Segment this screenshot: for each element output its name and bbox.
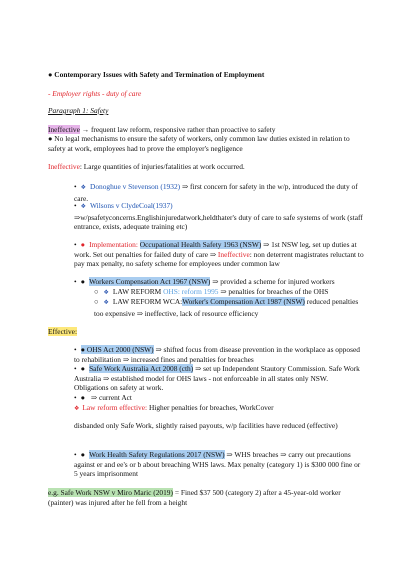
diamond-bullet-icon: ❖: [80, 185, 86, 191]
law-reform-ohs-item: ○ ❖ LAW REFORM OHS: reform 1995 ⇒ penalties for breaches of the OHS: [94, 287, 329, 296]
bullet-dot: •: [74, 201, 77, 210]
circle-bullet-icon: ○: [94, 287, 99, 296]
ineffective-injuries: Ineffective: Large quantities of injuries/fatalities at work occurred.: [48, 162, 245, 171]
ohs-2000-highlight: ● OHS Act 2000 (NSW): [80, 345, 154, 354]
disbanded-text: disbanded only Safe Work, slightly raised payouts, w/p facilities have reduced (effective): [74, 421, 338, 430]
bullet-dot: •: [74, 277, 77, 286]
bullet-dot-black: ●: [80, 277, 86, 286]
paragraph-label: Paragraph 1: Safety: [48, 106, 109, 115]
diamond-bullet-icon: ❖: [80, 204, 86, 210]
implementation-item: • ● Implementation: Occupational Health Safety 1963 (NSW) ⇒ 1st NSW leg, set up duties at work. Set out penalties for failed duty of care ⇒ Ineffective: non deterrent magistrates reluctant to pay max penalty, no safety scheme for employees under common law: [74, 240, 364, 269]
diamond-bullet-icon: ❖: [74, 406, 80, 412]
bullet-dot: •: [74, 240, 77, 249]
bullet-dot: •: [74, 393, 77, 402]
case-example: e.g. Safe Work NSW v Miro Maric (2019) = Fined $37 500 (category 2) after a 45-year-old worker (painter) was injured after he fell from a height: [48, 488, 341, 507]
bullet-dot: •: [74, 182, 77, 191]
ohs-2000-item: • ● OHS Act 2000 (NSW) ⇒ shifted focus from disease prevention in the workplace as opposed to rehabilitation ⇒ increased fines and penalties for breaches: [74, 345, 360, 364]
bullet-dot-black: ●: [80, 364, 86, 373]
current-act-item: • ● ⇒ current Act: [74, 393, 132, 402]
ineffective-intro: Ineffective → frequent law reform, responsive rather than proactive to safety: [48, 125, 276, 134]
safe-work-2008-item: • ● Safe Work Australia Act 2008 (cth) ⇒ set up Independent Stautory Commission. Safe Work Australia ⇒ established model for OHS laws - not enforceable in all states only NSW. Obligations on safety at work.: [74, 364, 360, 393]
circle-bullet-icon: ○: [94, 297, 99, 306]
effective-label: Effective:: [48, 327, 77, 336]
law-reform-wca-item: ○ ❖ LAW REFORM WCA:Worker's Compensation Act 1987 (NSW) reduced penalties too expensive ⇒ ineffective, lack of resource efficiency: [94, 297, 359, 318]
page-title: ● Contemporary Issues with Safety and Termination of Employment: [48, 70, 265, 79]
bullet-dot-black: ●: [80, 450, 86, 459]
bullet-dot: •: [74, 450, 77, 459]
bullet-dot-red: ●: [80, 240, 86, 249]
law-reform-effective-item: ❖ Law reform effective: Higher penalties for breaches, WorkCover: [74, 403, 274, 412]
diamond-bullet-icon: ❖: [103, 300, 109, 306]
bullet-dot-black: ●: [80, 393, 86, 402]
whs-2017-item: • ● Work Health Safety Regulations 2017 (NSW) ⇒ WHS breaches ⇒ carry out precautions against er and ee's or b about breaching WHS laws. Max penalty (category 1) is $300 000 fine or 5 years imprisonment: [74, 450, 361, 479]
donoghue-item: • ❖ Donoghue v Stevenson (1932) ⇒ first concern for safety in the w/p, introduced the duty of care.: [74, 182, 358, 203]
workers-comp-1967-item: • ● Workers Compensation Act 1967 (NSW) ⇒ provided a scheme for injured workers: [74, 277, 335, 286]
bullet-dot: •: [74, 345, 77, 354]
bullet-dot: •: [74, 364, 77, 373]
ineffective-highlight: Ineffective: [48, 125, 80, 134]
common-law-bullet: ● No legal mechanisms to ensure the safety of workers, only common law duties existed in relation to safety at work, employees had to prove the employer's negligence: [48, 134, 350, 153]
subheading: - Employer rights - duty of care: [48, 89, 142, 98]
wilsons-item: • ❖ Wilsons v ClydeCoal(1937) ⇒w/psafetyconcerns.Englishinjuredatwork,heldthater's duty of care to safe systems of work (staff entrance, exists, adequate training etc): [74, 201, 363, 232]
diamond-bullet-icon: ❖: [103, 290, 109, 296]
